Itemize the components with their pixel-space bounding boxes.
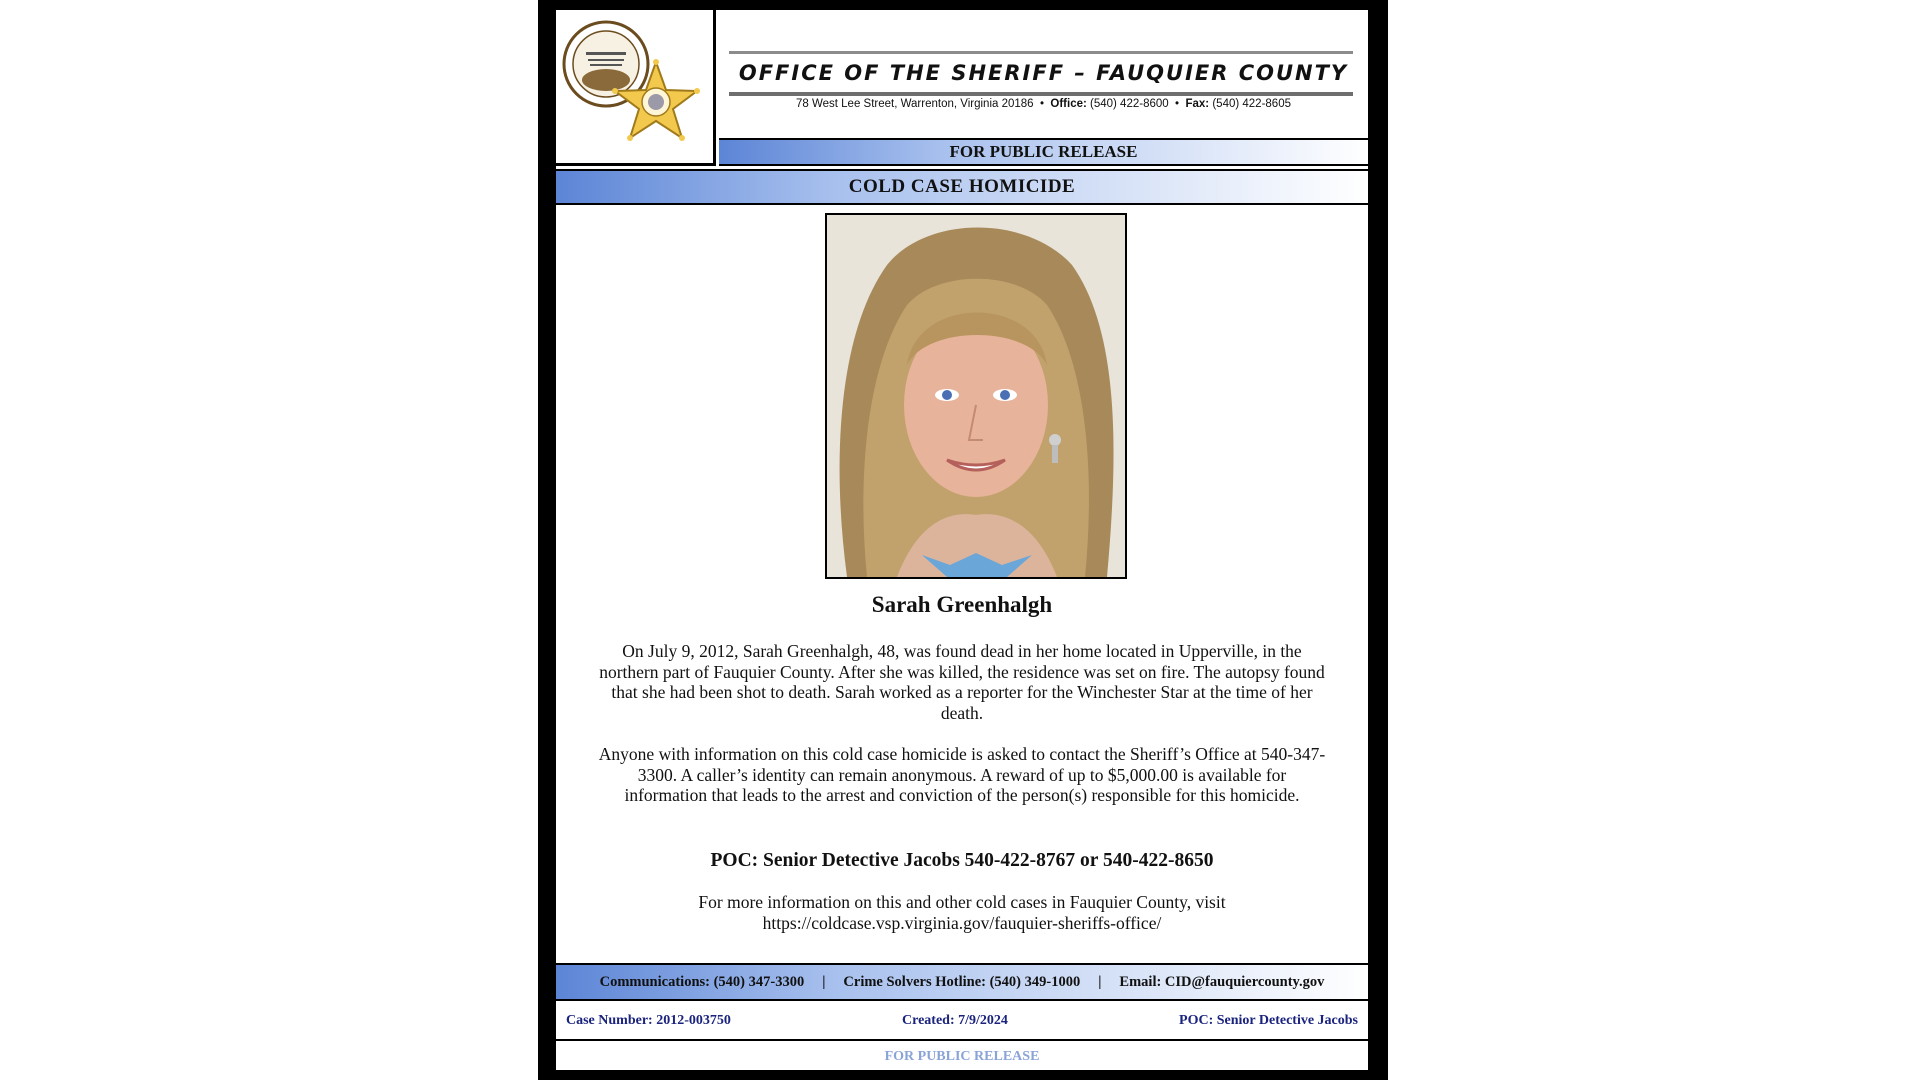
- letterhead: [719, 10, 1368, 136]
- header-rule-bottom: [729, 92, 1353, 96]
- case-meta-row: [556, 1003, 1368, 1041]
- cold-case-banner: COLD CASE HOMICIDE: [556, 169, 1368, 205]
- cold-case-url[interactable]: https://coldcase.vsp.virginia.gov/fauquier-sheriffs-office/: [762, 912, 1162, 933]
- crime-solvers-hotline: Crime Solvers Hotline: (540) 349-1000: [843, 973, 1081, 990]
- more-info-block: [596, 892, 1328, 933]
- office-phone: (540) 422-8600: [1090, 98, 1169, 110]
- office-address: 78 West Lee Street, Warrenton, Virginia 20186: [795, 98, 1034, 110]
- separator: |: [1098, 973, 1102, 990]
- poc-footer: POC: Senior Detective Jacobs: [1179, 1013, 1358, 1028]
- fax-label: Fax:: [1185, 98, 1210, 110]
- communications-phone: Communications: (540) 347-3300: [599, 973, 805, 990]
- office-address-line: 78 West Lee Street, Warrenton, Virginia 20186 • Office: (540) 422-8600 • Fax: (540) 422-8605: [795, 98, 1291, 110]
- office-phone-label: Office:: [1050, 98, 1087, 110]
- public-release-banner-bottom: FOR PUBLIC RELEASE: [884, 1049, 1040, 1064]
- more-info-text: For more information on this and other cold cases in Fauquier County, visit: [698, 892, 1226, 912]
- created-date: Created: 7/9/2024: [902, 1013, 1008, 1028]
- portrait-illustration: [827, 215, 1125, 577]
- fax-phone: (540) 422-8605: [1212, 98, 1291, 110]
- email-contact: Email: CID@fauquiercounty.gov: [1119, 973, 1325, 990]
- office-title: OFFICE OF THE SHERIFF – FAUQUIER COUNTY: [738, 61, 1349, 85]
- contact-paragraph: Anyone with information on this cold case homicide is asked to contact the Sheriff’s Office at 540-347-3300. A caller’s identity can remain anonymous. A reward of up to $5,000.00 is available for information that leads to the arrest and conviction of the person(s) responsible for this homicide.: [598, 744, 1326, 805]
- public-release-banner-top: FOR PUBLIC RELEASE: [719, 138, 1368, 166]
- header-rule-top: [729, 51, 1353, 54]
- victim-name: Sarah Greenhalgh: [871, 592, 1053, 617]
- logo-area: [556, 10, 716, 166]
- contact-bar: [556, 963, 1368, 1001]
- poc-line: POC: Senior Detective Jacobs 540-422-8767 or 540-422-8650: [710, 850, 1214, 871]
- separator: |: [822, 973, 826, 990]
- case-description: On July 9, 2012, Sarah Greenhalgh, 48, was found dead in her home located in Upperville, in the northern part of Fauquier County. After she was killed, the residence was set on fire. The autopsy found that she had been shot to death. Sarah worked as a reporter for the Winchester Star at the time of her death.: [599, 641, 1325, 723]
- victim-photo: [825, 213, 1127, 579]
- sheriff-badge-logo: [556, 10, 713, 163]
- case-number: Case Number: 2012-003750: [566, 1013, 731, 1028]
